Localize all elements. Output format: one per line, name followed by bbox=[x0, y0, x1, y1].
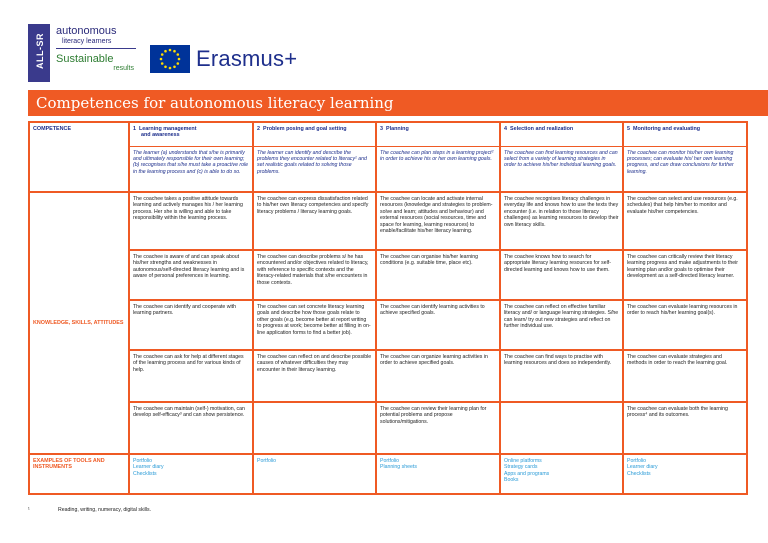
eu-flag-icon bbox=[150, 45, 190, 73]
column-title: Problem posing and goal setting bbox=[263, 126, 347, 132]
logo-line-literacy-learners: literacy learners bbox=[62, 38, 112, 45]
erasmus-wordmark: Erasmus+ bbox=[196, 46, 298, 71]
tool-item: Portfolio bbox=[133, 458, 153, 464]
column-description-2: The learner can identify and describe the problems they encounter related to literacy¹ and set realistic goals related to solving those problems. bbox=[253, 146, 376, 192]
ksa-cell: The coachee knows how to search for appropriate literacy learning resources for self-directed learning and knows how to use them. bbox=[500, 250, 623, 300]
ksa-cell: The coachee can organise his/her learning conditions (e.g. suitable time, place etc). bbox=[376, 250, 500, 300]
corner-cell: COMPETENCE bbox=[29, 122, 129, 192]
column-header-5 bbox=[623, 122, 747, 146]
ksa-cell: The coachee can set concrete literacy learning goals and describe how those goals relate to other goals (e.g. become better at report writing to progress at work; become better at filling in on-line application forms to find a better job). bbox=[253, 300, 376, 350]
tool-item: Checklists bbox=[133, 470, 157, 477]
ksa-row bbox=[29, 402, 747, 454]
ksa-label: KNOWLEDGE, SKILLS, ATTITUDES bbox=[29, 192, 129, 454]
tool-item: Books bbox=[504, 477, 519, 484]
column-description-5: The coachee can monitor his/her own learning processes; can evaluate his/ her own learning progress, and can draw conclusions for further learning. bbox=[623, 146, 747, 192]
column-header-2 bbox=[253, 122, 376, 146]
column-description-1: The learner (a) understands that s/he is primarily and ultimately responsible for their own learning; (b) recognises that s/he must take a proactive role in the learning process and (c) is able to do so. bbox=[129, 146, 253, 192]
logo-divider bbox=[56, 48, 136, 49]
logo-line-autonomous: autonomous bbox=[56, 25, 117, 37]
footnote bbox=[28, 507, 151, 513]
column-header-3 bbox=[376, 122, 500, 146]
competence-table bbox=[28, 121, 748, 495]
ksa-cell: The coachee is aware of and can speak about his/her strengths and weaknesses in autonomous/self-directed literacy learning and is aware of personal preferences in learning. bbox=[129, 250, 253, 300]
tool-item: Portfolio bbox=[627, 458, 647, 464]
ksa-row bbox=[29, 250, 747, 300]
description-row bbox=[29, 146, 747, 192]
column-title: Monitoring and evaluating bbox=[633, 126, 701, 132]
column-subtitle: and awareness bbox=[141, 132, 180, 139]
tool-item: Learner diary bbox=[627, 464, 658, 471]
page-title: Competences for autonomous literacy learning bbox=[36, 94, 394, 112]
logo-text-block bbox=[56, 26, 136, 73]
column-description-4: The coachee can find learning resources and can select from a variety of learning strategies in order to achieve his/her individual learning goals. bbox=[500, 146, 623, 192]
header-row bbox=[29, 122, 747, 146]
ksa-cell: The coachee can review their learning plan for potential problems and propose solutions/mitigations. bbox=[376, 402, 500, 454]
ksa-cell: The coachee takes a positive attitude towards learning and actively manages his / her learning process. Her she is willing and able to take responsibility within the learning process. bbox=[129, 192, 253, 250]
tools-cell-1 bbox=[129, 454, 253, 494]
column-title: Selection and realization bbox=[510, 126, 574, 132]
tool-item: Checklists bbox=[627, 470, 651, 477]
ksa-row bbox=[29, 300, 747, 350]
ksa-cell: The coachee can reflect on and describe possible causes of whatever difficulties they may encounter in their literacy learning. bbox=[253, 350, 376, 402]
tool-item: Apps and programs bbox=[504, 470, 550, 477]
ksa-cell bbox=[253, 402, 376, 454]
tool-item: Learner diary bbox=[133, 464, 164, 471]
ksa-cell: The coachee can critically review their literacy learning progress and make adjustments to their learning plan and/or goals to optimise their development as a self-directed literacy learner. bbox=[623, 250, 747, 300]
tools-cell-5 bbox=[623, 454, 747, 494]
tool-item: Portfolio bbox=[257, 458, 277, 464]
column-title: Learning management bbox=[139, 126, 197, 132]
erasmus-logo bbox=[150, 44, 297, 74]
tool-item: Online platforms bbox=[504, 458, 542, 464]
ksa-cell: The coachee can select and use resources (e.g. schedules) that help him/her to monitor and evaluate his/her competencies. bbox=[623, 192, 747, 250]
ksa-cell: The coachee can identify learning activities to achieve specified goals. bbox=[376, 300, 500, 350]
column-number: 3 bbox=[380, 126, 383, 132]
tool-item: Portfolio bbox=[380, 458, 400, 464]
footnote-text: Reading, writing, numeracy, digital skills. bbox=[58, 507, 152, 513]
ksa-cell: The coachee can ask for help at different stages of the learning process and for various kinds of help. bbox=[129, 350, 253, 402]
column-number: 2 bbox=[257, 126, 260, 132]
ksa-cell: The coachee can organize learning activities in order to achieve specified goals. bbox=[376, 350, 500, 402]
tools-cell-2 bbox=[253, 454, 376, 494]
tool-item: Strategy cards bbox=[504, 464, 538, 471]
title-banner bbox=[28, 90, 768, 116]
ksa-row bbox=[29, 350, 747, 402]
column-description-3: The coachee can plan steps in a learning project² in order to achieve his or her own learning goals. bbox=[376, 146, 500, 192]
footnote-mark: ¹ bbox=[28, 507, 30, 513]
column-header-1 bbox=[129, 122, 253, 146]
tools-label: EXAMPLES OF TOOLS AND INSTRUMENTS bbox=[29, 454, 129, 494]
allsr-logo bbox=[28, 24, 132, 82]
ksa-cell: The coachee can find ways to practise with learning resources and does so independently. bbox=[500, 350, 623, 402]
ksa-cell: The coachee can locate and activate internal resources (knowledge and strategies to problem-solve and learn; attitudes and behaviour) and external resources (social resources, time and space for learning, learning resources) to enable/facilitate his/her literacy learning. bbox=[376, 192, 500, 250]
column-header-4 bbox=[500, 122, 623, 146]
logo-line-results: results bbox=[113, 65, 134, 72]
column-number: 4 bbox=[504, 126, 507, 132]
tools-cell-3 bbox=[376, 454, 500, 494]
ksa-cell: The coachee can describe problems s/ he has encountered and/or objectives related to literacy, with reference to specific contexts and the literacy-related materials that s/he encounters in those contexts. bbox=[253, 250, 376, 300]
ksa-cell: The coachee can reflect on effective familiar literacy and/ or language learning strategies. S/he can learn/ try out new strategies and reflect on further individual use. bbox=[500, 300, 623, 350]
logo-line-sustainable: Sustainable bbox=[56, 53, 114, 65]
ksa-row bbox=[29, 192, 747, 250]
ksa-cell: The coachee can evaluate strategies and methods in order to reach the learning goal. bbox=[623, 350, 747, 402]
ksa-cell: The coachee can express dissatisfaction related to his/her own literacy competencies and specify literacy problems / literacy learning goals. bbox=[253, 192, 376, 250]
logo-vertical-text: ALL-SR bbox=[35, 33, 45, 69]
ksa-cell bbox=[500, 402, 623, 454]
ksa-cell: The coachee can maintain (self-) motivation, can develop self-efficacy³ and can show persistence. bbox=[129, 402, 253, 454]
tools-row bbox=[29, 454, 747, 494]
ksa-cell: The coachee can evaluate learning resources in order to reach his/her learning goal(s). bbox=[623, 300, 747, 350]
column-title: Planning bbox=[386, 126, 409, 132]
ksa-cell: The coachee can evaluate both the learning process⁴ and its outcomes. bbox=[623, 402, 747, 454]
ksa-cell: The coachee recognises literacy challenges in everyday life and knows how to use the texts they encounter (i.e. in relation to those literacy challenges) as learning resources to develop their own literacy skills. bbox=[500, 192, 623, 250]
ksa-cell: The coachee can identify and cooperate with learning partners. bbox=[129, 300, 253, 350]
column-number: 5 bbox=[627, 126, 630, 132]
column-number: 1 bbox=[133, 126, 136, 132]
tool-item: Planning sheets bbox=[380, 464, 417, 471]
tools-cell-4 bbox=[500, 454, 623, 494]
